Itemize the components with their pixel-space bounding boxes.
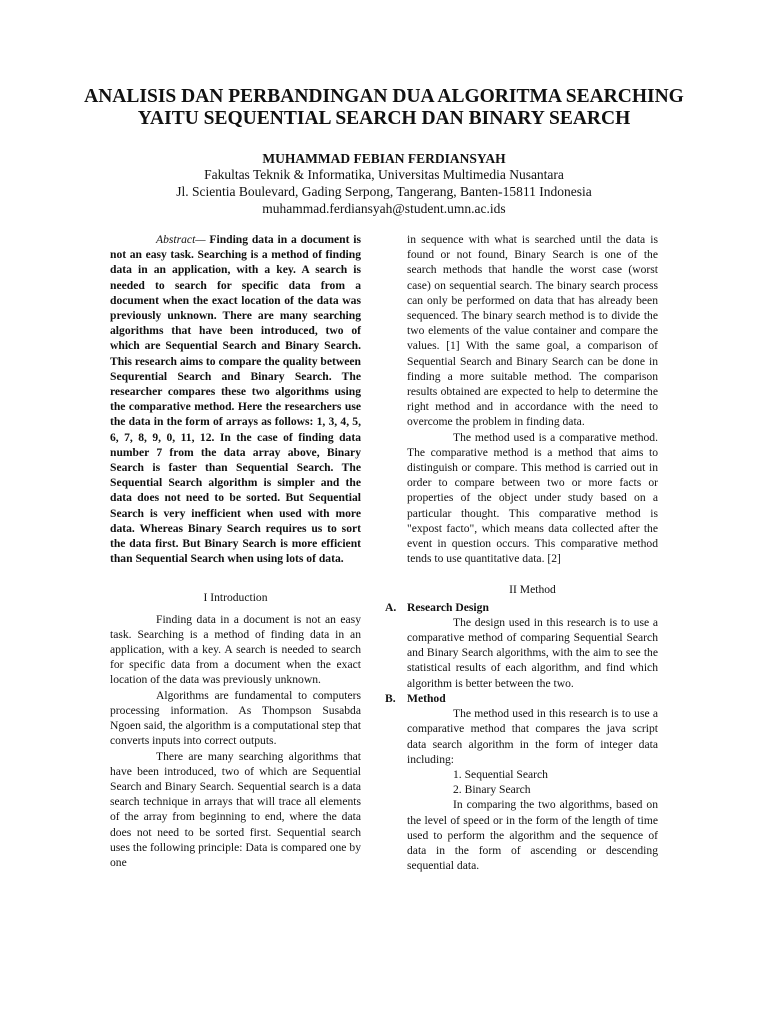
intro-paragraph-4: The method used is a comparative method. The comparative method is a method that aims to distinguish or compare. This method is carried out in order to compare between two or more facts or properties of the object under study based on a particular thought. This comparative method is "expost facto", which means data collected after the event in question occurs. This comparative method tends to use quantitative data. [2]: [407, 430, 658, 566]
paper-title: [60, 86, 708, 130]
title-line-1: ANALISIS DAN PERBANDINGAN DUA ALGORITMA SEARCHING: [84, 86, 684, 107]
abstract-text: Finding data in a document is not an easy task. Searching is a method of finding data in an application, with a key. A search is needed to search for specific data from a document when the exact location of the data was previously unknown. There are many searching algorithms that have been introduced, two of which are Sequential Search and Binary Search. This research aims to compare the quality between Sequrential Search and Binary Search. The researcher compares these two algorithms using the comparative method. Here the researchers use the data in the form of arrays as follows: 1, 3, 4, 5, 6, 7, 8, 9, 0, 11, 12. In the case of finding data number 7 from the data array above, Binary Search is faster than Sequential Search. The Sequential Search algorithm is simpler and the data does not need to be sorted. But Sequential Search is very inefficient when used with more data. Whereas Binary Search requires us to sort the data first. But Binary Search is more efficient than Sequential Search when using lots of data.: [110, 233, 361, 566]
author-affiliation: [60, 166, 708, 217]
subsection-title-method: Method: [407, 691, 446, 705]
subsection-heading-method: [385, 691, 658, 706]
intro-paragraph-3: There are many searching algorithms that have been introduced, two of which are Sequential Search and Binary Search. Sequential search is a data search technique in arrays that will trace all elements of the array from beginning to end, where the data does not need to be sorted first. Sequential search uses the following principle: Data is compared one by one: [110, 749, 361, 869]
title-line-2: YAITU SEQUENTIAL SEARCH DAN BINARY SEARCH: [137, 108, 631, 129]
right-column: [385, 232, 658, 873]
abstract: [110, 232, 361, 566]
list-item: 2. Binary Search: [453, 783, 531, 797]
author-name: MUHAMMAD FEBIAN FERDIANSYAH: [262, 151, 506, 166]
intro-paragraph-3-continued: in sequence with what is searched until the data is found or not found, Binary Search is one of the search methods that handle the worst case (worst case) on sequential search. The binary search process can only be performed on data that has already been sequenced. The binary search method is to divide the two elements of the value container and compare the values. [1] With the same goal, a comparison of Sequential Search and Binary Search can be done in finding a more suitable method. The comparison results obtained are expected to help to determine the right method and in accordance with the need to overcome the problem in finding data.: [407, 233, 658, 429]
abstract-label: Abstract—: [156, 233, 206, 246]
research-design-paragraph: The design used in this research is to use a comparative method of comparing Sequential Search and Binary Search algorithms, with the aim to see the statistical results of each algorithm, and find which algorithm is better between the two.: [407, 615, 658, 690]
list-item: 1. Sequential Search: [453, 767, 548, 781]
intro-paragraph-2: Algorithms are fundamental to computers processing information. As Thompson Susabda Ngoen said, the algorithm is a computational step that converts inputs into correct outputs.: [110, 688, 361, 748]
left-column: [110, 232, 361, 870]
intro-paragraph-1: Finding data in a document is not an easy task. Searching is a method of finding data in an application, with a key. A search is needed to search for specific data from a document when the exact location of the data was previously unknown.: [110, 612, 361, 687]
subsection-heading-research-design: [385, 600, 658, 615]
author-email: muhammad.ferdiansyah@student.umn.ac.ids: [262, 201, 506, 216]
subsection-letter-b: B.: [385, 691, 396, 705]
subsection-title-research-design: Research Design: [407, 600, 489, 614]
method-paragraph: The method used in this research is to use a comparative method that compares the java script data search algorithm in the form of integer data including:: [407, 707, 658, 766]
affiliation-line-2: Jl. Scientia Boulevard, Gading Serpong, Tangerang, Banten-15811 Indonesia: [176, 184, 592, 199]
affiliation-line-1: Fakultas Teknik & Informatika, Universitas Multimedia Nusantara: [204, 167, 564, 182]
subsection-letter-a: A.: [385, 600, 397, 614]
section-heading-introduction: I Introduction: [203, 591, 268, 605]
section-heading-method: II Method: [509, 583, 556, 597]
method-paragraph-2: In comparing the two algorithms, based on the level of speed or in the form of the length of time used to perform the algorithm and the sequence of data in the form of ascending or descending sequential data.: [407, 798, 658, 873]
